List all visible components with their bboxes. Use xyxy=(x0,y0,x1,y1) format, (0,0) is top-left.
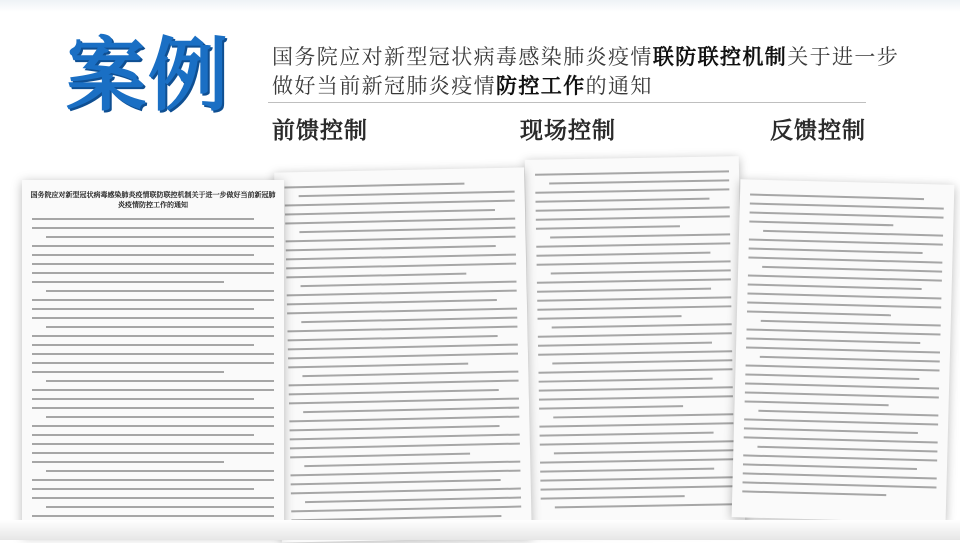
document-text-line xyxy=(289,398,519,405)
document-text-line xyxy=(286,236,516,243)
heading-feedforward-control: 前馈控制 xyxy=(272,118,368,144)
document-text-line xyxy=(757,446,937,453)
document-text-line xyxy=(285,209,495,215)
document-text-line xyxy=(748,256,942,263)
document-text-line xyxy=(32,488,254,490)
document-text-line xyxy=(744,418,938,425)
heading-feedback-control: 反馈控制 xyxy=(770,118,866,144)
document-text-line xyxy=(539,395,733,400)
document-text-line xyxy=(745,382,939,389)
document-text-line xyxy=(541,495,685,500)
document-text-line xyxy=(540,432,714,437)
document-text-line xyxy=(285,200,515,207)
document-text-line xyxy=(552,323,732,328)
document-text-line xyxy=(285,218,515,225)
document-text-line xyxy=(32,245,274,247)
document-text-line xyxy=(287,299,497,305)
document-text-line xyxy=(32,362,274,364)
document-text-line xyxy=(303,407,519,414)
document-text-line xyxy=(749,221,893,227)
document-text-line xyxy=(32,515,274,517)
document-text-line xyxy=(538,350,732,355)
document-text-line xyxy=(540,440,734,445)
document-text-line xyxy=(745,400,889,406)
document-text-line xyxy=(549,179,729,184)
document-text-line xyxy=(286,245,496,251)
document-text-line xyxy=(742,490,886,496)
document-text-line xyxy=(745,391,939,398)
document-text-line xyxy=(32,308,254,310)
top-bar xyxy=(0,0,960,12)
document-text-line xyxy=(535,188,729,193)
document-text-line xyxy=(537,288,711,293)
document-text-line xyxy=(538,315,682,320)
document-text-line xyxy=(288,335,498,341)
document-text-line xyxy=(299,227,515,234)
document-text-line xyxy=(304,461,520,468)
document-text-line xyxy=(46,236,274,238)
document-text-line xyxy=(748,283,922,290)
document-text-line xyxy=(287,326,517,333)
document-text-line xyxy=(287,308,517,315)
title-divider xyxy=(268,102,866,103)
document-text-line xyxy=(538,342,712,347)
document-text-line xyxy=(744,436,938,443)
document-text-line xyxy=(749,238,943,245)
document-text-line xyxy=(291,479,501,485)
document-text-line xyxy=(539,405,683,410)
document-text-line xyxy=(550,233,730,238)
notice-title-part3: 的通知 xyxy=(585,74,653,98)
document-text-line xyxy=(301,281,517,288)
document-text-line xyxy=(32,353,274,355)
document-text-line xyxy=(289,389,499,395)
document-text-line xyxy=(747,328,941,335)
document-text-line xyxy=(553,413,733,418)
document-page-3 xyxy=(525,156,745,532)
document-text-line xyxy=(555,503,735,508)
document-text-line xyxy=(32,281,224,283)
heading-concurrent-control: 现场控制 xyxy=(520,118,616,144)
document-page-4 xyxy=(732,179,955,522)
document-text-line xyxy=(46,470,274,472)
document-text-line xyxy=(32,407,274,409)
document-text-line xyxy=(32,335,274,337)
document-text-line xyxy=(32,227,274,229)
document-text-line xyxy=(301,317,517,324)
document-text-line xyxy=(32,497,274,499)
document-text-line xyxy=(750,212,944,219)
document-text-line xyxy=(287,290,517,297)
document-text-line xyxy=(535,198,709,203)
document-text-line xyxy=(762,266,942,273)
document-text-line xyxy=(32,254,254,256)
document-text-line xyxy=(32,434,254,436)
document-text-line xyxy=(32,389,274,391)
document-text-line xyxy=(537,278,731,283)
document-text-line xyxy=(291,506,521,513)
document-text-line xyxy=(552,359,732,364)
document-text-line xyxy=(46,290,274,292)
document-text-line xyxy=(536,242,730,247)
document-text-line xyxy=(749,247,923,254)
document-text-line xyxy=(746,346,940,353)
document-text-line xyxy=(743,463,917,470)
document-text-line xyxy=(537,260,731,265)
case-title: 案例 xyxy=(66,29,230,122)
notice-title-part2: 关于进一步做好当前新冠肺炎疫情 xyxy=(272,45,900,98)
document-text-line xyxy=(742,481,936,488)
document-text-line xyxy=(32,479,274,481)
document-text-line xyxy=(536,225,680,230)
notice-title xyxy=(272,43,912,101)
document-text-line xyxy=(747,301,941,308)
document-text-line xyxy=(290,443,520,450)
document-text-line xyxy=(554,449,734,454)
document-text-line xyxy=(746,364,940,371)
document-text-line xyxy=(760,356,940,363)
document-text-line xyxy=(32,272,274,274)
document-text-line xyxy=(536,206,730,211)
document-text-line xyxy=(743,472,937,479)
document-text-line xyxy=(291,488,521,495)
document-text-line xyxy=(299,191,515,198)
document-text-line xyxy=(286,254,516,261)
document-text-line xyxy=(32,452,274,454)
document-text-line xyxy=(747,292,941,299)
document-text-line xyxy=(290,453,470,459)
document-text-line xyxy=(32,443,274,445)
document-text-line xyxy=(763,230,943,237)
document-text-line xyxy=(541,485,735,490)
document-text-line xyxy=(290,470,520,477)
notice-title-bold2: 防控工作 xyxy=(496,74,586,98)
document-text-line xyxy=(750,203,944,210)
document-text-line xyxy=(536,215,730,220)
document-text-line xyxy=(540,458,734,463)
document-text-line xyxy=(758,410,938,417)
document-text-line xyxy=(286,263,516,270)
document-text-line xyxy=(747,310,891,316)
document-text-line xyxy=(46,506,274,508)
document-text-line xyxy=(536,252,710,257)
document-text-line xyxy=(46,380,274,382)
document-text-line xyxy=(538,332,732,337)
document-text-line xyxy=(32,263,274,265)
document-text-line xyxy=(32,317,274,319)
document-text-line xyxy=(539,386,733,391)
document-text-line xyxy=(305,497,521,504)
document-page-2 xyxy=(274,167,532,542)
document-text-line xyxy=(32,425,274,427)
document-text-line xyxy=(538,368,732,373)
bottom-band xyxy=(0,520,960,540)
document-text-line xyxy=(539,422,733,427)
document-text-line xyxy=(746,337,920,344)
document-text-line xyxy=(743,454,937,461)
document-text-line xyxy=(286,273,466,279)
document-text-line xyxy=(540,468,714,473)
document-text-line xyxy=(537,305,731,310)
document-text-line xyxy=(32,461,224,463)
document-text-line xyxy=(46,326,274,328)
document-text-line xyxy=(288,363,468,369)
document-text-line xyxy=(32,218,254,220)
document-text-line xyxy=(761,320,941,327)
document-text-line xyxy=(302,371,518,378)
document-header: 国务院应对新型冠状病毒感染肺炎疫情联防联控机制关于进一步做好当前新冠肺炎疫情防控工作的通知 xyxy=(30,191,276,209)
document-text-line xyxy=(288,344,518,351)
notice-title-part1: 国务院应对新型冠状病毒感染肺炎疫情 xyxy=(272,45,653,69)
document-text-line xyxy=(748,274,942,281)
notice-title-bold1: 联防联控机制 xyxy=(652,45,788,69)
document-text-line xyxy=(540,476,734,481)
document-text-line xyxy=(290,434,520,441)
document-text-line xyxy=(32,344,254,346)
document-text-line xyxy=(551,269,731,274)
document-page-1 xyxy=(22,180,284,535)
document-text-line xyxy=(537,296,731,301)
document-text-line xyxy=(32,398,254,400)
document-text-line xyxy=(289,380,519,387)
document-text-line xyxy=(288,353,518,360)
document-text-line xyxy=(32,371,224,373)
document-text-line xyxy=(289,416,519,423)
document-text-line xyxy=(32,299,274,301)
document-text-line xyxy=(744,427,918,434)
document-text-line xyxy=(290,425,500,431)
document-text-line xyxy=(46,416,274,418)
document-text-line xyxy=(745,373,919,380)
document-text-line xyxy=(539,378,713,383)
